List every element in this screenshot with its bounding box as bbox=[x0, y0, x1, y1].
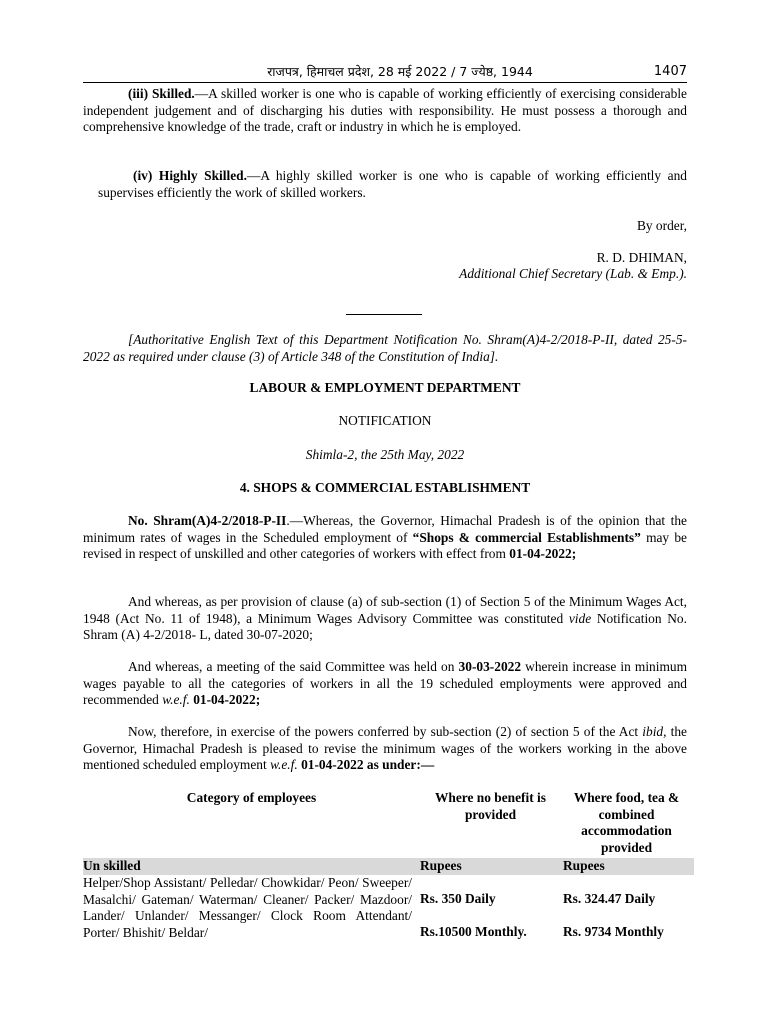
gazette-header: राजपत्र, हिमाचल प्रदेश, 28 मई 2022 / 7 ज्येष्ठ, 1944 bbox=[267, 64, 533, 79]
group-col3: Rupees bbox=[563, 858, 694, 875]
group-col2: Rupees bbox=[420, 858, 563, 875]
para4-text-b: the Governor, Himachal Pradesh is pleased to revise the minimum wages of the workers working in the above mentioned scheduled employment bbox=[83, 724, 687, 773]
para2-text-a: And whereas, as per provision of clause (a) of sub-section (1) of Section 5 of the Minimum Wages Act, 1948 (Act No. 11 of 1948), a Minimum Wages Advisory Committee was constituted bbox=[83, 594, 687, 626]
header-no-benefit: Where no benefit is provided bbox=[435, 790, 546, 822]
section-title: 4. SHOPS & COMMERCIAL ESTABLISHMENT bbox=[239, 480, 531, 495]
section-separator bbox=[346, 314, 422, 315]
para2-text-b: Notification No. Shram (A) 4-2/2018- L, dated 30-07-2020; bbox=[83, 610, 687, 643]
skilled-text: —A skilled worker is one who is capable of working efficiently of exercising considerable independent judgement and of discharging his duties with responsibility. He must possess a thorough and comprehensive knowledge of the trade, craft or industry in which he is employed. bbox=[83, 86, 687, 135]
notification-heading: NOTIFICATION bbox=[338, 413, 432, 428]
notification-paragraph-4 bbox=[83, 724, 687, 774]
skilled-definition bbox=[83, 86, 687, 136]
no-benefit-monthly: Rs.10500 Monthly. bbox=[420, 923, 527, 939]
table-row bbox=[83, 875, 694, 941]
authoritative-text: [Authoritative English Text of this Department Notification No. Shram(A)4-2/2018-P-II, dated 25-5-2022 as required under clause (3) of Article 348 of the Constitution of India]. bbox=[83, 332, 687, 364]
notification-paragraph-3 bbox=[83, 659, 687, 709]
row-with-benefit bbox=[563, 875, 694, 941]
page-number: 1407 bbox=[653, 64, 687, 79]
table-header-row bbox=[83, 790, 694, 858]
para1-employment-name: “Shops & commercial Establishments” bbox=[412, 529, 641, 545]
row-category: Helper/Shop Assistant/ Pelledar/ Chowkidar/ Peon/ Sweeper/ Masalchi/ Gateman/ Waterman/ Cleaner/ Packer/ Mazdoor/ Lander/ Unlander/ Messanger/ Clock Room Attendant/ Porter/ Bhishit/ Beldar/ bbox=[83, 874, 412, 940]
para3-italic: w.e.f. bbox=[162, 692, 190, 708]
highly-skilled-label: (iv) Highly Skilled. bbox=[133, 168, 247, 183]
para4-text-a: Now, therefore, in exercise of the powers conferred by sub-section (2) of section 5 of the Act bbox=[128, 724, 643, 739]
para3-meeting-date: 30-03-2022 bbox=[458, 659, 522, 674]
no-benefit-daily: Rs. 350 Daily bbox=[420, 890, 496, 906]
signatory-designation: Additional Chief Secretary (Lab. & Emp.). bbox=[459, 266, 687, 281]
notification-paragraph-1 bbox=[83, 513, 687, 563]
with-benefit-daily: Rs. 324.47 Daily bbox=[563, 890, 656, 906]
highly-skilled-definition bbox=[98, 168, 687, 201]
para3-text-a: And whereas, a meeting of the said Committee was held on bbox=[128, 659, 459, 674]
para4-italic-b: w.e.f. bbox=[270, 757, 298, 773]
header-category: Category of employees bbox=[186, 790, 317, 805]
highly-skilled-text: —A highly skilled worker is one who is capable of working efficiently and supervises efficiently the work of skilled workers. bbox=[98, 168, 687, 200]
row-no-benefit bbox=[420, 875, 563, 941]
para1-effective-date: 01-04-2022; bbox=[509, 546, 577, 562]
skilled-label: (iii) Skilled. bbox=[128, 86, 195, 101]
para1-text-a: .—Whereas, the Governor, Himachal Pradesh is of the opinion that the minimum rates of wages in the Scheduled employment of bbox=[83, 513, 687, 545]
header-with-benefit: Where food, tea & combined accommodation provided bbox=[573, 790, 680, 855]
para3-text-b: wherein increase in minimum wages payable to all the categories of workers in all the 19 scheduled employments were approved and recommended bbox=[83, 659, 687, 708]
group-label: Un skilled bbox=[83, 858, 420, 875]
para4-effective-date: 01-04-2022 as under:— bbox=[297, 757, 435, 773]
department-heading: LABOUR & EMPLOYMENT DEPARTMENT bbox=[249, 380, 521, 395]
header-rule bbox=[83, 82, 687, 83]
with-benefit-monthly: Rs. 9734 Monthly bbox=[563, 923, 664, 939]
signatory-name: R. D. DHIMAN, bbox=[596, 250, 687, 265]
notification-number: No. Shram(A)4-2/2018-P-II bbox=[128, 513, 287, 528]
minimum-wages-table bbox=[83, 790, 694, 941]
para2-italic: vide bbox=[568, 610, 592, 626]
place-date: Shimla-2, the 25th May, 2022 bbox=[305, 447, 465, 462]
by-order: By order, bbox=[636, 218, 687, 233]
para1-text-b: may be revised in respect of unskilled and other categories of workers with effect from bbox=[83, 529, 687, 562]
para4-italic-a: ibid, bbox=[642, 724, 667, 739]
notification-paragraph-2 bbox=[83, 594, 687, 644]
table-group-row bbox=[83, 858, 694, 875]
para3-effective-date: 01-04-2022; bbox=[189, 692, 261, 708]
